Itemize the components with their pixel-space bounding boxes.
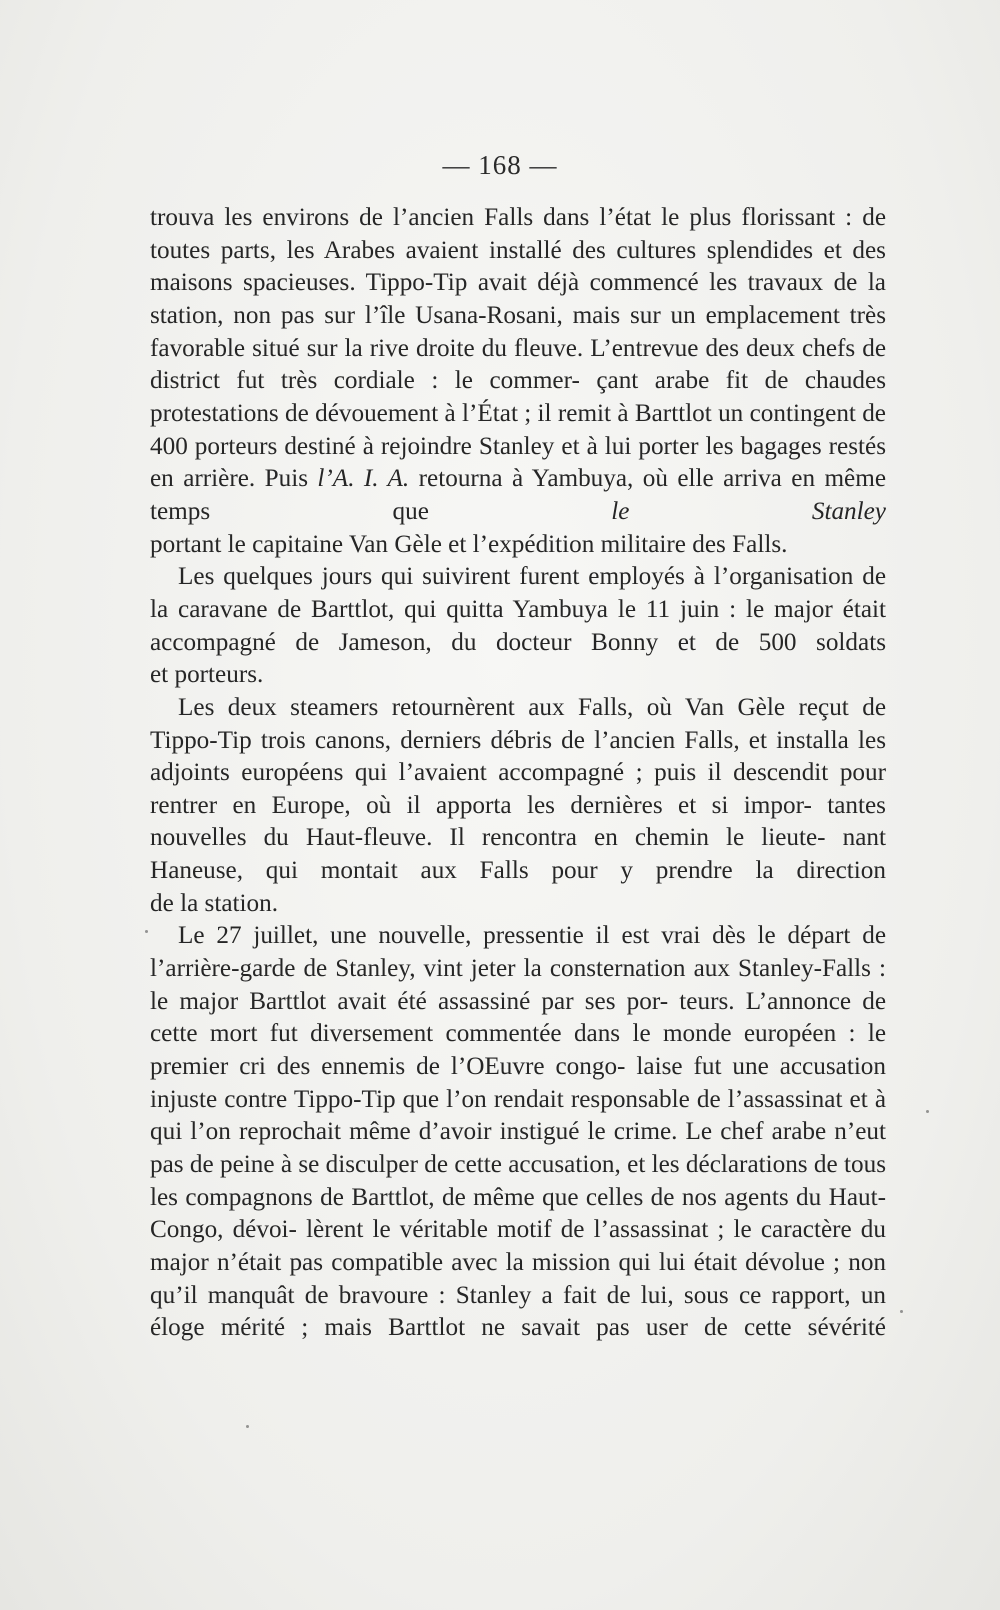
text-line: laise fut une accusation injuste contre Tippo-Tip que l’on rendait (150, 1053, 886, 1113)
text-line: et porteurs. (150, 661, 264, 689)
italic-text: l’A. I. A. (317, 465, 410, 493)
text-line: Stanley et à lui porter les bagages restés en arrière. Puis (150, 432, 886, 493)
text-line: de l’arrière-garde de Stanley, vint jeter la consternation aux (150, 922, 886, 983)
text-line: monde européen : le premier cri des ennemis de l’OEuvre congo- (150, 1020, 887, 1081)
text-line: emplacement très favorable situé sur la rive droite du fleuve. (150, 301, 886, 362)
text-line: Les deux steamers retournèrent aux Falls, où Van Gèle reçut de (178, 693, 886, 721)
paragraph (150, 920, 886, 1345)
paper-speck (926, 1110, 929, 1113)
text-line: çant arabe fit de chaudes protestations de dévouement à l’État ; il (150, 367, 887, 427)
paragraph-last-line (150, 888, 886, 921)
text-line: un éloge mérité ; mais Barttlot ne savait pas user de cette sévérité (150, 1281, 887, 1342)
text-line: était accompagné de Jameson, du docteur Bonny et de 500 soldats (150, 595, 886, 656)
italic-text: le Stanley (611, 497, 886, 525)
text-line: Le 27 juillet, une nouvelle, pressentie il est vrai dès le départ (178, 922, 851, 950)
text-line: trouva les environs de l’ancien Falls dans l’état le plus florissant : (150, 204, 853, 231)
text-line: remit à Barttlot un contingent de 400 porteurs destiné à rejoindre (150, 399, 886, 460)
text-line: lèrent le véritable motif de l’assassinat ; le caractère du major (150, 1216, 886, 1276)
text-line: portant le capitaine Van Gèle et l’expédition militaire des Falls. (150, 530, 788, 558)
text-line: de la station. (150, 889, 279, 917)
text-line: L’entrevue des deux chefs de district fut très cordiale : le commer- (150, 334, 887, 395)
text-line: travaux de la station, non pas sur l’île Usana-Rosani, mais sur un (150, 269, 886, 329)
text-line: Tippo-Tip trois canons, derniers débris de l’ancien Falls, et installa (150, 726, 849, 754)
text-line: de toutes parts, les Arabes avaient installé des cultures splendides (150, 204, 887, 264)
paragraph-last-line (150, 659, 886, 692)
text-line: Les quelques jours qui suivirent furent employés à l’organisation (178, 563, 854, 591)
text-line: et des maisons spacieuses. Tippo-Tip avait déjà commencé les (150, 236, 886, 297)
text-line: les adjoints européens qui l’avaient accompagné ; puis il descendit (150, 726, 887, 787)
paragraph (150, 561, 886, 659)
text-line: retourna à Yambuya, où elle arriva en même temps que (150, 465, 887, 525)
paragraph (150, 692, 886, 888)
text-line: Stanley-Falls : le major Barttlot avait été assassiné par ses por- (150, 955, 886, 1015)
text-line: n’était pas compatible avec la mission qui lui était dévolue ; non (216, 1249, 887, 1276)
text-line: teurs. L’annonce de cette mort fut diversement commentée dans le (150, 987, 887, 1048)
text-line: de cette accusation, et les déclarations de tous les compagnons de (150, 1151, 887, 1211)
text-line: tantes nouvelles du Haut-fleuve. Il rencontra en chemin le lieute- (150, 791, 886, 852)
paper-speck (145, 930, 148, 933)
body-text (150, 202, 886, 1345)
text-line: de la caravane de Barttlot, qui quitta Yambuya le 11 juin : le major (150, 563, 887, 623)
page-number: — 168 — (442, 150, 558, 180)
paper-speck (900, 1310, 903, 1313)
text-line: pour rentrer en Europe, où il apporta les dernières et si impor- (150, 759, 886, 819)
paper-speck (246, 1425, 249, 1428)
paragraph (150, 202, 886, 529)
text-line: nant Haneuse, qui montait aux Falls pour y prendre la direction (150, 824, 886, 885)
text-line: qu’il manquât de bravoure : Stanley a fait de lui, sous ce rapport, (150, 1281, 851, 1309)
paragraph-last-line (150, 529, 886, 562)
text-line: responsable de l’assassinat et à qui l’on reprochait même d’avoir (150, 1085, 886, 1146)
text-line: instigué le crime. Le chef arabe n’eut pas de peine à se disculper (150, 1118, 887, 1179)
text-line: Barttlot, de même que celles de nos agents du Haut-Congo, dévoi- (150, 1183, 886, 1244)
